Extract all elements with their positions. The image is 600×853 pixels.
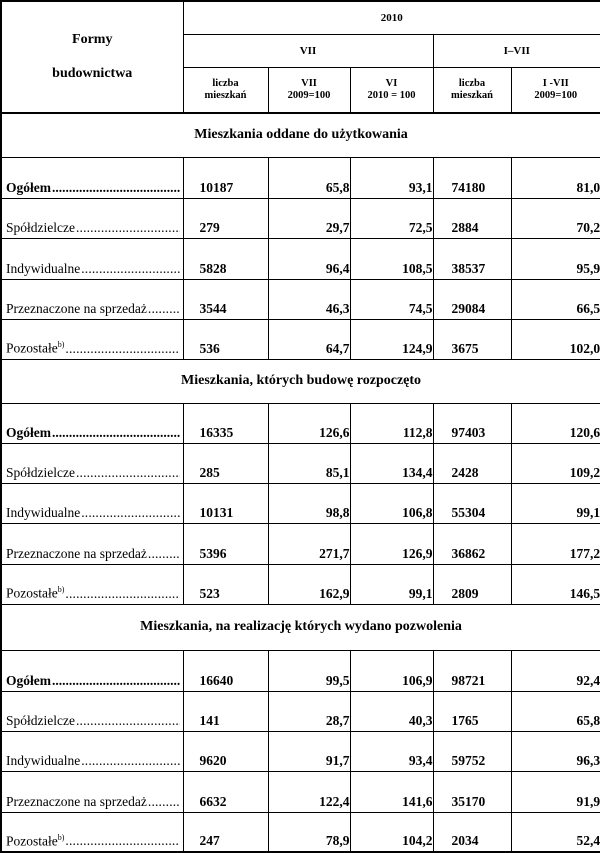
header-sub-line1: VII: [269, 78, 350, 90]
row-label-text: Ogółem: [6, 425, 51, 440]
value-cell-col-2: 29,7: [268, 198, 350, 238]
table-row: [1, 731, 600, 771]
header-forms-line1: Formy: [2, 23, 183, 57]
header-sub-line2: 2009=100: [269, 90, 350, 102]
row-label: [1, 403, 183, 443]
footnote-marker: b): [58, 585, 65, 594]
row-label-text: Spółdzielcze: [6, 465, 75, 480]
value-cell-col-1: 9620: [183, 731, 268, 771]
value-cell-col-3: 72,5: [350, 198, 433, 238]
value-cell-col-4: 2809: [433, 564, 511, 604]
value-cell-col-1: 16335: [183, 403, 268, 443]
leader-dots: [52, 425, 180, 441]
row-label: [1, 198, 183, 238]
row-label-text: Przeznaczone na sprzedaż: [6, 794, 147, 809]
header-sub-col-1: [183, 67, 268, 113]
value-cell-col-5: 92,4: [511, 650, 600, 691]
leader-dots: [52, 180, 180, 196]
header-year: 2010: [183, 1, 600, 34]
leader-dots: [76, 713, 180, 729]
leader-dots: [81, 261, 179, 277]
value-cell-col-4: 2034: [433, 812, 511, 852]
value-cell-col-1: 16640: [183, 650, 268, 691]
value-cell-col-5: 70,2: [511, 198, 600, 238]
row-label-text: Spółdzielcze: [6, 220, 75, 235]
header-sub-col-5: [511, 67, 600, 113]
row-label-text: Indywidualne: [6, 505, 80, 520]
table-row: [1, 564, 600, 604]
table-row: [1, 238, 600, 279]
value-cell-col-4: 1765: [433, 691, 511, 731]
value-cell-col-2: 64,7: [268, 319, 350, 359]
value-cell-col-2: 162,9: [268, 564, 350, 604]
value-cell-col-3: 93,4: [350, 731, 433, 771]
row-label: [1, 691, 183, 731]
row-label-text: Spółdzielcze: [6, 713, 75, 728]
value-cell-col-4: 59752: [433, 731, 511, 771]
value-cell-col-4: 98721: [433, 650, 511, 691]
value-cell-col-2: 96,4: [268, 238, 350, 279]
value-cell-col-5: 65,8: [511, 691, 600, 731]
value-cell-col-3: 126,9: [350, 523, 433, 564]
table-row: [1, 157, 600, 198]
value-cell-col-2: 28,7: [268, 691, 350, 731]
table-row: [1, 198, 600, 238]
value-cell-col-1: 247: [183, 812, 268, 852]
row-label: [1, 731, 183, 771]
header-group-month: VII: [183, 34, 433, 67]
leader-dots: [65, 833, 179, 849]
header-sub-line1: I -VII: [512, 78, 600, 90]
value-cell-col-2: 46,3: [268, 279, 350, 319]
leader-dots: [65, 341, 179, 357]
value-cell-col-5: 96,3: [511, 731, 600, 771]
header-sub-col-3: [350, 67, 433, 113]
value-cell-col-5: 146,5: [511, 564, 600, 604]
value-cell-col-2: 78,9: [268, 812, 350, 852]
leader-dots: [148, 794, 180, 810]
value-cell-col-3: 134,4: [350, 443, 433, 483]
value-cell-col-3: 74,5: [350, 279, 433, 319]
value-cell-col-5: 177,2: [511, 523, 600, 564]
value-cell-col-1: 279: [183, 198, 268, 238]
row-label: [1, 157, 183, 198]
footnote-marker: b): [58, 340, 65, 349]
value-cell-col-1: 5828: [183, 238, 268, 279]
value-cell-col-3: 108,5: [350, 238, 433, 279]
row-label-text: Przeznaczone na sprzedaż: [6, 301, 147, 316]
value-cell-col-5: 99,1: [511, 483, 600, 523]
header-group-period: I–VII: [433, 34, 600, 67]
value-cell-col-1: 536: [183, 319, 268, 359]
value-cell-col-5: 91,9: [511, 771, 600, 812]
value-cell-col-4: 3675: [433, 319, 511, 359]
value-cell-col-1: 285: [183, 443, 268, 483]
value-cell-col-5: 81,0: [511, 157, 600, 198]
row-label-text: Ogółem: [6, 673, 51, 688]
row-label-text: Pozostałe: [6, 341, 58, 356]
value-cell-col-5: 109,2: [511, 443, 600, 483]
leader-dots: [81, 753, 179, 769]
value-cell-col-2: 85,1: [268, 443, 350, 483]
value-cell-col-4: 29084: [433, 279, 511, 319]
value-cell-col-5: 52,4: [511, 812, 600, 852]
value-cell-col-1: 6632: [183, 771, 268, 812]
row-label-text: Indywidualne: [6, 753, 80, 768]
value-cell-col-3: 124,9: [350, 319, 433, 359]
table-row: [1, 771, 600, 812]
leader-dots: [65, 586, 179, 602]
value-cell-col-2: 98,8: [268, 483, 350, 523]
row-label-text: Ogółem: [6, 180, 51, 195]
value-cell-col-4: 35170: [433, 771, 511, 812]
leader-dots: [76, 220, 180, 236]
header-sub-line2: 2009=100: [512, 90, 600, 102]
value-cell-col-2: 122,4: [268, 771, 350, 812]
header-sub-line1: VI: [351, 78, 433, 90]
value-cell-col-5: 66,5: [511, 279, 600, 319]
value-cell-col-3: 99,1: [350, 564, 433, 604]
value-cell-col-2: 91,7: [268, 731, 350, 771]
row-label-text: Indywidualne: [6, 261, 80, 276]
table-row: [1, 279, 600, 319]
value-cell-col-3: 104,2: [350, 812, 433, 852]
value-cell-col-5: 102,0: [511, 319, 600, 359]
section-title: Mieszkania oddane do użytkowania: [1, 113, 600, 157]
value-cell-col-5: 120,6: [511, 403, 600, 443]
row-label: [1, 319, 183, 359]
value-cell-col-3: 106,9: [350, 650, 433, 691]
value-cell-col-4: 38537: [433, 238, 511, 279]
value-cell-col-2: 126,6: [268, 403, 350, 443]
row-label: [1, 812, 183, 852]
leader-dots: [52, 673, 180, 689]
table-row: [1, 691, 600, 731]
table-row: [1, 443, 600, 483]
value-cell-col-3: 141,6: [350, 771, 433, 812]
header-sub-line1: liczba: [434, 78, 511, 90]
section-title: Mieszkania, których budowę rozpoczęto: [1, 359, 600, 403]
row-label-text: Pozostałe: [6, 833, 58, 848]
leader-dots: [81, 505, 179, 521]
header-sub-line2: mieszkań: [184, 90, 268, 102]
value-cell-col-4: 36862: [433, 523, 511, 564]
row-label-text: Przeznaczone na sprzedaż: [6, 546, 147, 561]
value-cell-col-1: 10131: [183, 483, 268, 523]
footnote-marker: b): [58, 833, 65, 842]
row-label: [1, 238, 183, 279]
value-cell-col-4: 74180: [433, 157, 511, 198]
value-cell-col-4: 55304: [433, 483, 511, 523]
value-cell-col-2: 99,5: [268, 650, 350, 691]
value-cell-col-3: 112,8: [350, 403, 433, 443]
value-cell-col-3: 106,8: [350, 483, 433, 523]
table-row: [1, 483, 600, 523]
value-cell-col-2: 65,8: [268, 157, 350, 198]
value-cell-col-1: 5396: [183, 523, 268, 564]
table-row: [1, 319, 600, 359]
header-sub-line1: liczba: [184, 78, 268, 90]
table-row: [1, 523, 600, 564]
row-label: [1, 523, 183, 564]
table-row: [1, 650, 600, 691]
row-label: [1, 443, 183, 483]
leader-dots: [76, 465, 180, 481]
value-cell-col-1: 141: [183, 691, 268, 731]
row-label: [1, 650, 183, 691]
header-sub-line2: mieszkań: [434, 90, 511, 102]
header-sub-col-4: [433, 67, 511, 113]
value-cell-col-1: 523: [183, 564, 268, 604]
leader-dots: [148, 301, 180, 317]
value-cell-col-4: 2884: [433, 198, 511, 238]
row-label: [1, 483, 183, 523]
row-label: [1, 564, 183, 604]
row-label: [1, 279, 183, 319]
value-cell-col-2: 271,7: [268, 523, 350, 564]
header-forms-line2: budownictwa: [2, 57, 183, 91]
header-sub-col-2: [268, 67, 350, 113]
leader-dots: [148, 546, 180, 562]
value-cell-col-4: 2428: [433, 443, 511, 483]
header-forms: [1, 1, 183, 113]
value-cell-col-3: 93,1: [350, 157, 433, 198]
row-label-text: Pozostałe: [6, 586, 58, 601]
header-sub-line2: 2010 = 100: [351, 90, 433, 102]
value-cell-col-4: 97403: [433, 403, 511, 443]
value-cell-col-5: 95,9: [511, 238, 600, 279]
value-cell-col-1: 10187: [183, 157, 268, 198]
value-cell-col-3: 40,3: [350, 691, 433, 731]
table-row: [1, 812, 600, 852]
value-cell-col-1: 3544: [183, 279, 268, 319]
section-title: Mieszkania, na realizację których wydano pozwolenia: [1, 604, 600, 650]
row-label: [1, 771, 183, 812]
table-row: [1, 403, 600, 443]
